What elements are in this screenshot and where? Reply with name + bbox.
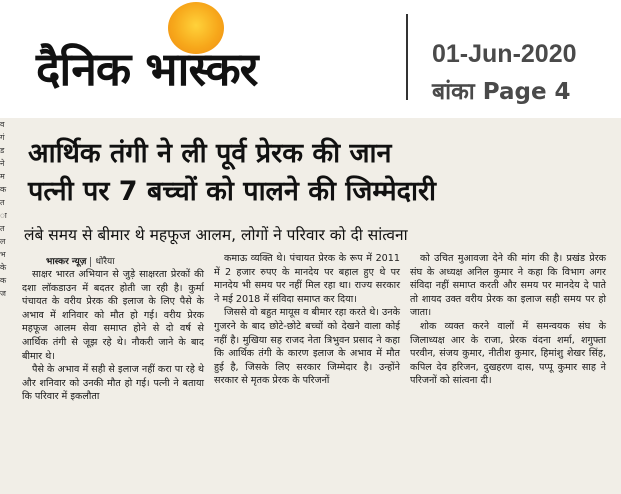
edge-fragment: त [0, 198, 5, 207]
paragraph: पैसे के अभाव में सही से इलाज नहीं करा पा रहे थे और शनिवार को उनकी मौत हो गई। पत्नी ने बताया कि परिवार में इकलौता [22, 364, 204, 403]
masthead-divider [406, 14, 408, 100]
edition-page: बांका Page 4 [432, 79, 571, 105]
edge-fragment: क [0, 185, 7, 194]
edge-fragment: व [0, 120, 5, 129]
paragraph: शोक व्यक्त करने वालों में समन्वयक संघ के जिलाध्यक्ष आर के राजा, प्रेरक वंदना शर्मा, शगुफ्ता परवीन, संजय कुमार, नीतीश कुमार, हिमांशु शेखर सिंह, कपिल देव हरिजन, दुखहरण दास, पप्पू कुमार साह ने परिजनों को सांत्वना दी। [410, 320, 606, 387]
paragraph: कमाऊ व्यक्ति थे। पंचायत प्रेरक के रूप में 2011 में 2 हजार रुपए के मानदेय पर बहाल हुए थे पर मानदेय भी समय पर नहीं मिल रहा था। राज्य सरकार ने मई 2018 में संविदा समाप्त कर दिया। [214, 253, 400, 305]
article-column-3 [410, 252, 606, 388]
subheadline: लंबे समय से बीमार थे महफूज आलम, लोगों ने परिवार को दी सांत्वना [24, 226, 408, 244]
edge-fragment: ा [0, 211, 7, 220]
article-column-1 [22, 268, 204, 404]
edge-fragment: के [0, 263, 7, 272]
article-column-2 [214, 252, 400, 388]
newspaper-brand: दैनिक भास्कर [36, 42, 258, 96]
edition-date: 01-Jun-2020 [432, 40, 577, 68]
headline-line-1: आर्थिक तंगी ने ली पूर्व प्रेरक की जान [28, 138, 392, 169]
edge-fragment: ड [0, 146, 5, 155]
paragraph: साक्षर भारत अभियान से जुड़े साक्षरता प्रेरकों की दशा लॉकडाउन में बदतर होती जा रही है। कुर्मा पंचायत के वरीय प्रेरक की इलाज के लिए पैसे के अभाव में शनिवार को मौत हो गई। वरीय प्रेरक महफूज आलम सेवा समाप्त होने से दो वर्ष से आर्थिक तंगी से जूझ रहे थे। नौकरी जाने के बाद बीमार थे। [22, 269, 204, 362]
edge-fragment: त [0, 224, 5, 233]
byline-place: धोरैया [90, 257, 114, 267]
edge-fragment: ने [0, 159, 5, 168]
edge-fragment: म [0, 172, 5, 181]
headline-line-2: पत्नी पर 7 बच्चों को पालने की जिम्मेदारी [28, 176, 436, 207]
edge-fragment: ल [0, 237, 6, 246]
left-edge-fragments [0, 118, 14, 494]
paragraph: जिससे वो बहुत मायूस व बीमार रहा करते थे। उनके गुजरने के बाद छोटे-छोटे बच्चों को देखने वाला कोई नहीं है। मुखिया सह राजद नेता त्रिभुवन प्रसाद ने कहा कि आर्थिक तंगी के कारण इलाज के अभाव में मौत हुई है, जिसके लिए सरकार जिम्मेदार है। उन्होंने सरकार से मृतक प्रेरक के परिजनों [214, 307, 400, 387]
byline [46, 254, 115, 267]
edge-fragment: क [0, 276, 7, 285]
edge-fragment: ज [0, 289, 6, 298]
edge-fragment: भ [0, 250, 6, 259]
byline-source: भास्कर न्यूज़ [46, 257, 87, 267]
paragraph: को उचित मुआवजा देने की मांग की है। प्रखंड प्रेरक संघ के अध्यक्ष अनिल कुमार ने कहा कि विभाग अगर संविदा नहीं समाप्त करती और समय पर मानदेय दे पाते तो शायद उक्त वरीय प्रेरक का इलाज सही समय पर हो जाता। [410, 253, 606, 319]
edge-fragment: गं [0, 133, 5, 142]
